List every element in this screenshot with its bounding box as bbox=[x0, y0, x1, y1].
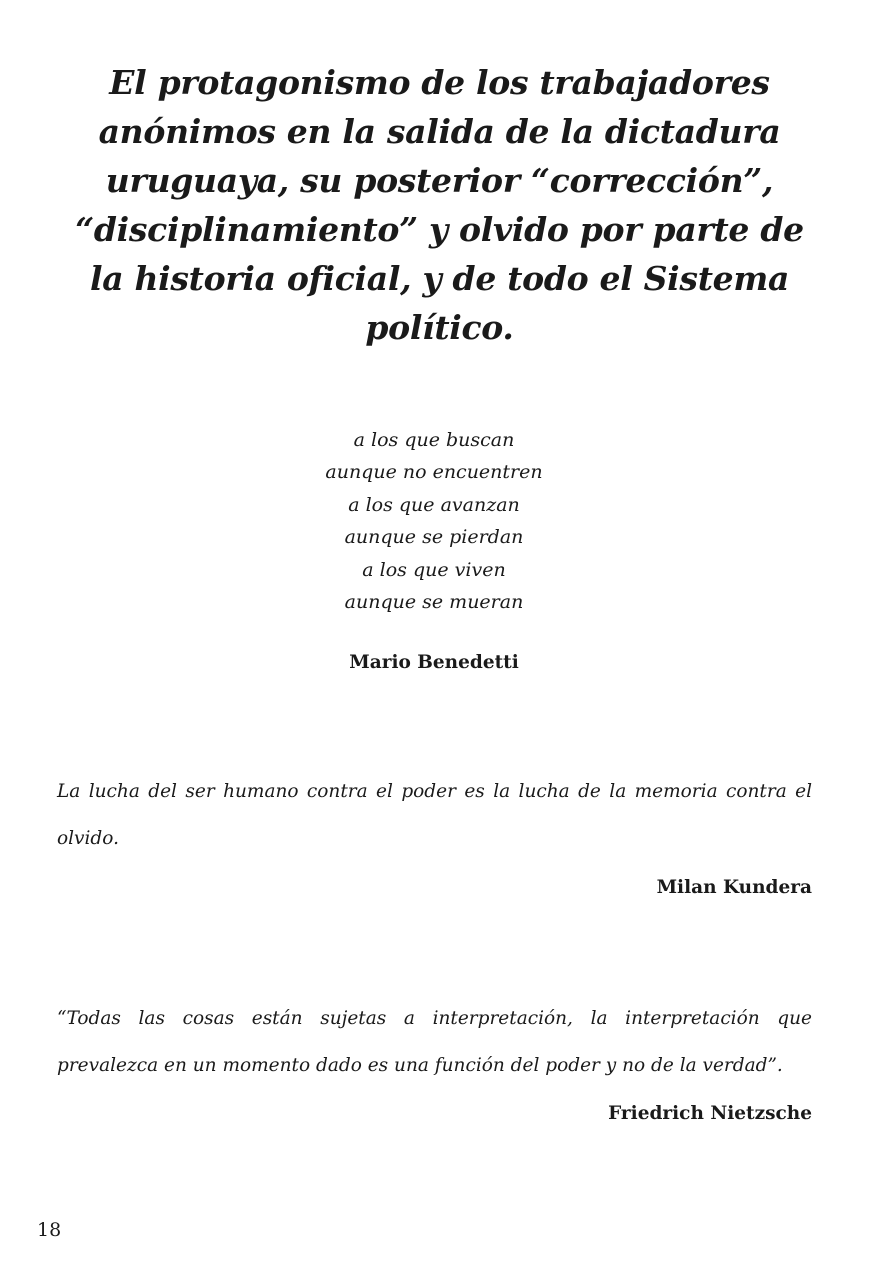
poem-epigraph bbox=[0, 424, 868, 618]
poem-line: aunque se pierdan bbox=[344, 526, 524, 549]
quote-line: “Todas las cosas están sujetas a interpretación, la interpretación que bbox=[57, 1008, 812, 1029]
poem-line: aunque se mueran bbox=[344, 591, 524, 614]
poem-author: Mario Benedetti bbox=[349, 652, 519, 673]
kundera-author: Milan Kundera bbox=[656, 877, 812, 898]
title-line: uruguaya, su posterior “corrección”, bbox=[105, 161, 774, 200]
poem-line: a los que buscan bbox=[353, 429, 515, 451]
quote-line: olvido. bbox=[57, 828, 119, 849]
nietzsche-author: Friedrich Nietzsche bbox=[608, 1103, 812, 1124]
poem-line: a los que viven bbox=[362, 558, 506, 581]
poem-line: aunque no encuentren bbox=[325, 461, 543, 484]
quote-line: prevalezca en un momento dado es una función del poder y no de la verdad”. bbox=[57, 1055, 783, 1076]
poem-line: a los que avanzan bbox=[348, 493, 520, 516]
title-line: anónimos en la salida de la dictadura bbox=[98, 112, 781, 151]
quote-line: La lucha del ser humano contra el poder es la lucha de la memoria contra el bbox=[57, 781, 812, 802]
title-line: “disciplinamiento” y olvido por parte de bbox=[75, 210, 804, 249]
title-line: El protagonismo de los trabajadores bbox=[109, 63, 770, 102]
title-line: la historia oficial, y de todo el Sistema bbox=[89, 259, 790, 298]
nietzsche-quote bbox=[57, 995, 812, 1089]
title-line: político. bbox=[365, 308, 514, 347]
page-number: 18 bbox=[37, 1219, 62, 1241]
page-title bbox=[40, 58, 839, 352]
kundera-quote bbox=[57, 768, 812, 862]
